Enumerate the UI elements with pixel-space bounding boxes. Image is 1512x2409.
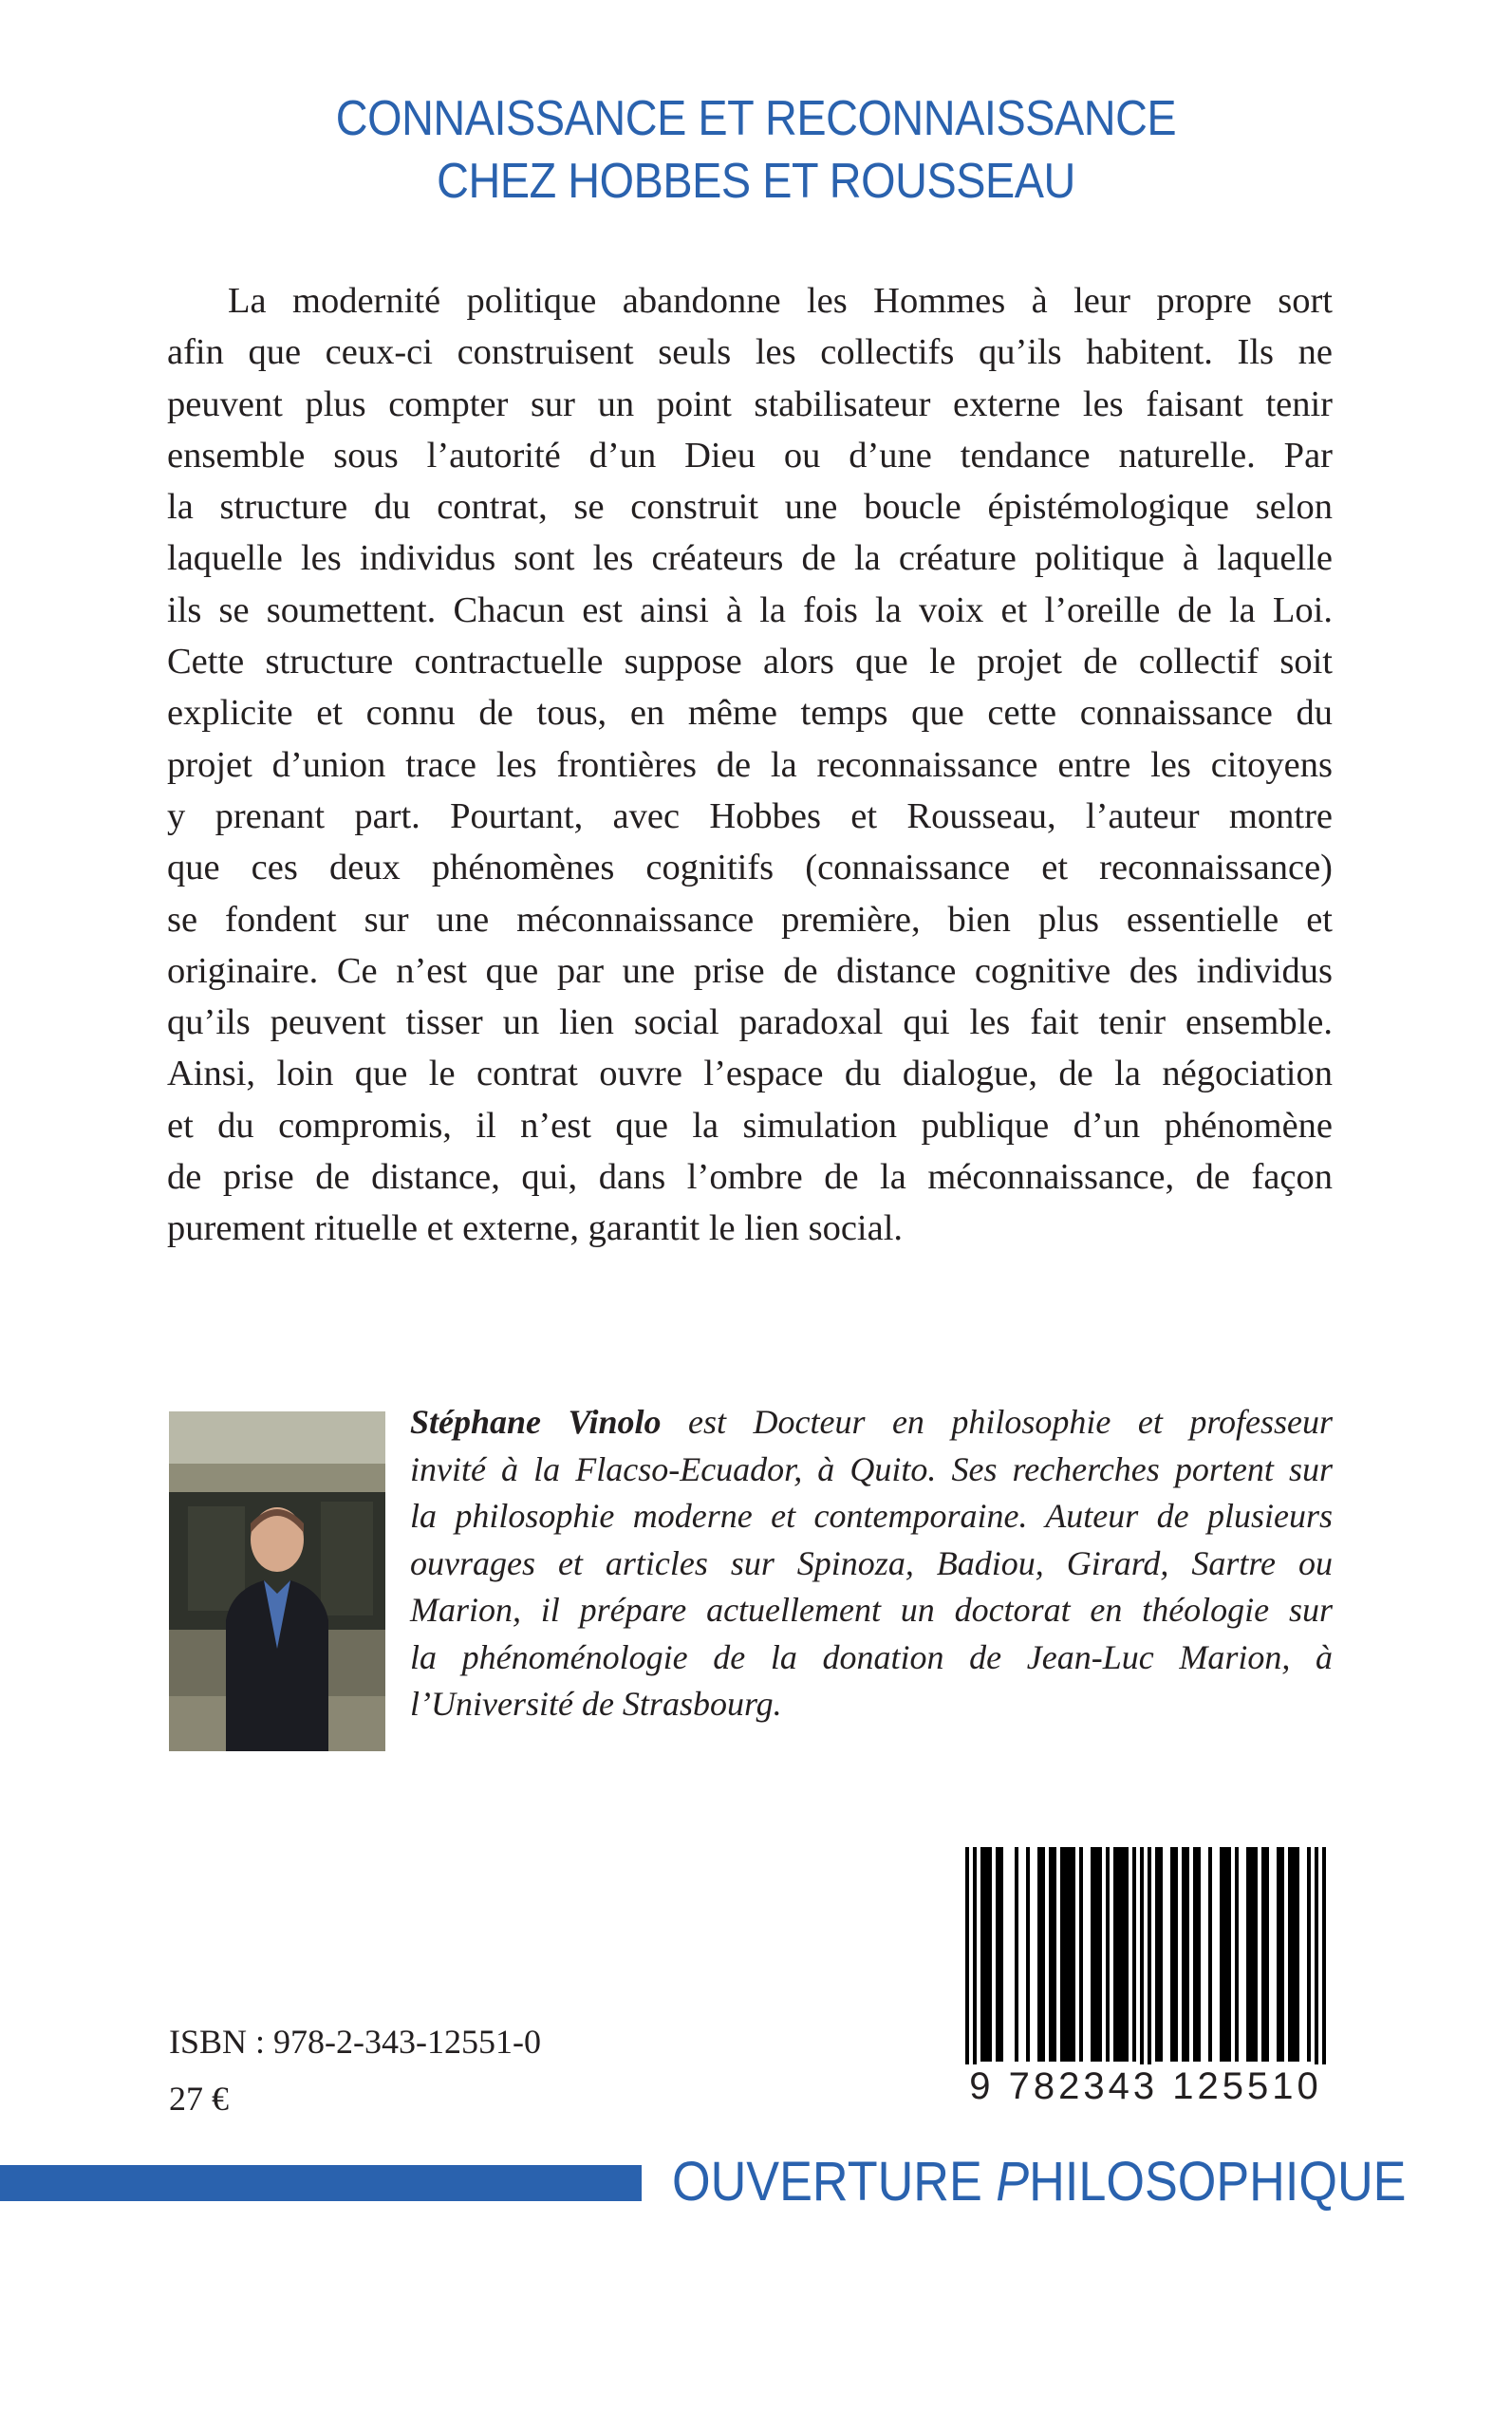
barcode-bar — [1053, 1847, 1056, 2062]
barcode-bar — [1227, 1847, 1231, 2062]
author-bio — [410, 1399, 1333, 1728]
barcode-bar — [1307, 1847, 1311, 2062]
barcode-bar — [1140, 1847, 1144, 2096]
blurb-line: ils se soumettent. Chacun est ainsi à la fois la voix et l’oreille de la Loi. — [167, 589, 1333, 630]
title-line-1: CONNAISSANCE ET RECONNAISSANCE — [335, 91, 1177, 146]
barcode-bar — [1223, 1847, 1227, 2062]
blurb-line: originaire. Ce n’est que par une prise de distance cognitive des individus — [167, 950, 1333, 991]
barcode-bar — [1049, 1847, 1053, 2062]
barcode-bar — [1159, 1847, 1163, 2062]
barcode-bar — [1235, 1847, 1239, 2062]
barcode-digits: 9 782343 125510 — [956, 2064, 1335, 2108]
barcode-bar — [984, 1847, 988, 2062]
barcode-bar — [1246, 1847, 1250, 2062]
barcode-bar — [1261, 1847, 1265, 2062]
barcode-bar — [1155, 1847, 1159, 2062]
blurb-line: que ces deux phénomènes cognitifs (connaissance et reconnaissance) — [167, 848, 1333, 888]
blurb-line: et du compromis, il n’est que la simulation publique d’un phénomène — [167, 1105, 1333, 1146]
bio-line-1-text: est Docteur en philosophie et professeur — [661, 1403, 1334, 1441]
barcode-bar — [1072, 1847, 1075, 2062]
barcode-bar — [1254, 1847, 1258, 2062]
barcode-bar — [1041, 1847, 1045, 2062]
barcode-bar — [1250, 1847, 1254, 2062]
blurb-line: afin que ceux-ci construisent seuls les collectifs qu’ils habitent. Ils ne — [167, 332, 1333, 373]
barcode-bar — [1185, 1847, 1189, 2062]
blurb-line: purement rituelle et externe, garantit le lien social. — [167, 1208, 904, 1249]
barcode-bar — [1174, 1847, 1178, 2062]
bio-line: l’Université de Strasbourg. — [410, 1685, 782, 1723]
blurb-line: de prise de distance, qui, dans l’ombre de la méconnaissance, de façon — [167, 1157, 1333, 1198]
back-cover-blurb — [167, 275, 1333, 1255]
barcode-bar — [1322, 1847, 1326, 2096]
collection-word-2: HILOSOPHIQUE — [1029, 2151, 1407, 2213]
barcode-bar — [1132, 1847, 1136, 2062]
blurb-line: explicite et connu de tous, en même temps que cette connaissance du — [167, 693, 1333, 734]
blurb-line: projet d’union trace les frontières de la reconnaissance entre les citoyens — [167, 744, 1333, 785]
barcode-bar — [1296, 1847, 1299, 2062]
bio-line: invité à la Flacso-Ecuador, à Quito. Ses recherches portent sur — [410, 1449, 1333, 1488]
title-line-2: CHEZ HOBBES ET ROUSSEAU — [437, 154, 1075, 209]
blurb-line: Cette structure contractuelle suppose alors que le projet de collectif soit — [167, 642, 1333, 682]
barcode-bar — [1208, 1847, 1212, 2062]
barcode-bar — [980, 1847, 984, 2062]
bio-line: Marion, il prépare actuellement un doctorat en théologie sur — [410, 1591, 1333, 1629]
bio-line: la phénoménologie de la donation de Jean-Luc Marion, à — [410, 1637, 1333, 1676]
blurb-line: laquelle les individus sont les créateurs de la créature politique à laquelle — [167, 538, 1333, 579]
barcode-bar — [1113, 1847, 1117, 2062]
barcode-bar — [988, 1847, 992, 2062]
blurb-line: qu’ils peuvent tisser un lien social paradoxal qui les fait tenir ensemble. — [167, 1002, 1333, 1043]
collection-color-bar — [0, 2165, 642, 2201]
barcode-bar — [1121, 1847, 1125, 2062]
barcode-bar — [1094, 1847, 1098, 2062]
barcode-bar — [1197, 1847, 1201, 2062]
collection-name — [672, 2151, 1407, 2213]
barcode-bar — [1106, 1847, 1110, 2062]
blurb-line: y prenant part. Pourtant, avec Hobbes et Rousseau, l’auteur montre — [167, 795, 1333, 836]
barcode-bar — [965, 1847, 969, 2096]
barcode-bar — [1265, 1847, 1269, 2062]
barcode-bar — [1315, 1847, 1318, 2096]
barcode-bar — [973, 1847, 977, 2096]
barcode-bar — [1079, 1847, 1083, 2062]
barcode-bar — [1170, 1847, 1174, 2062]
barcode-bar — [1280, 1847, 1284, 2062]
barcode-bar — [1288, 1847, 1292, 2062]
blurb-line: la structure du contrat, se construit une boucle épistémologique selon — [167, 487, 1333, 528]
barcode-bar — [1148, 1847, 1151, 2096]
barcode-bar — [1015, 1847, 1018, 2062]
blurb-line: se fondent sur une méconnaissance première, bien plus essentielle et — [167, 899, 1333, 940]
barcode-bar — [999, 1847, 1003, 2062]
barcode-bar — [1098, 1847, 1102, 2062]
barcode-bar — [1091, 1847, 1094, 2062]
barcode-bar — [1182, 1847, 1185, 2062]
barcode-bar — [996, 1847, 999, 2062]
bio-line: la philosophie moderne et contemporaine. Auteur de plusieurs — [410, 1497, 1333, 1535]
blurb-line: Ainsi, loin que le contrat ouvre l’espace du dialogue, de la négociation — [167, 1054, 1333, 1094]
barcode-bar — [1064, 1847, 1068, 2062]
bio-line: ouvrages et articles sur Spinoza, Badiou, Girard, Sartre ou — [410, 1543, 1333, 1582]
blurb-line: peuvent plus compter sur un point stabilisateur externe les faisant tenir — [167, 383, 1333, 424]
bio-line-1 — [410, 1399, 1333, 1447]
book-title — [76, 87, 1437, 213]
barcode-bar — [1125, 1847, 1129, 2062]
author-photo — [169, 1411, 385, 1751]
barcode-bar — [1068, 1847, 1072, 2062]
barcode-bar — [1277, 1847, 1280, 2062]
author-name: Stéphane Vinolo — [410, 1403, 662, 1441]
collection-word-1: OUVERTURE — [672, 2151, 997, 2213]
price: 27 € — [169, 2080, 229, 2118]
barcode-bar — [1117, 1847, 1121, 2062]
isbn: ISBN : 978-2-343-12551-0 — [169, 2023, 541, 2061]
collection-italic-letter: P — [996, 2151, 1030, 2213]
barcode-bar — [1220, 1847, 1223, 2062]
barcode-bar — [1292, 1847, 1296, 2062]
barcode-bar — [1193, 1847, 1197, 2062]
barcode-bar — [1037, 1847, 1041, 2062]
blurb-line: La modernité politique abandonne les Hommes à leur propre sort — [228, 281, 1333, 321]
blurb-line: ensemble sous l’autorité d’un Dieu ou d’une tendance naturelle. Par — [167, 435, 1333, 476]
barcode-bar — [1026, 1847, 1030, 2062]
barcode-bar — [1060, 1847, 1064, 2062]
